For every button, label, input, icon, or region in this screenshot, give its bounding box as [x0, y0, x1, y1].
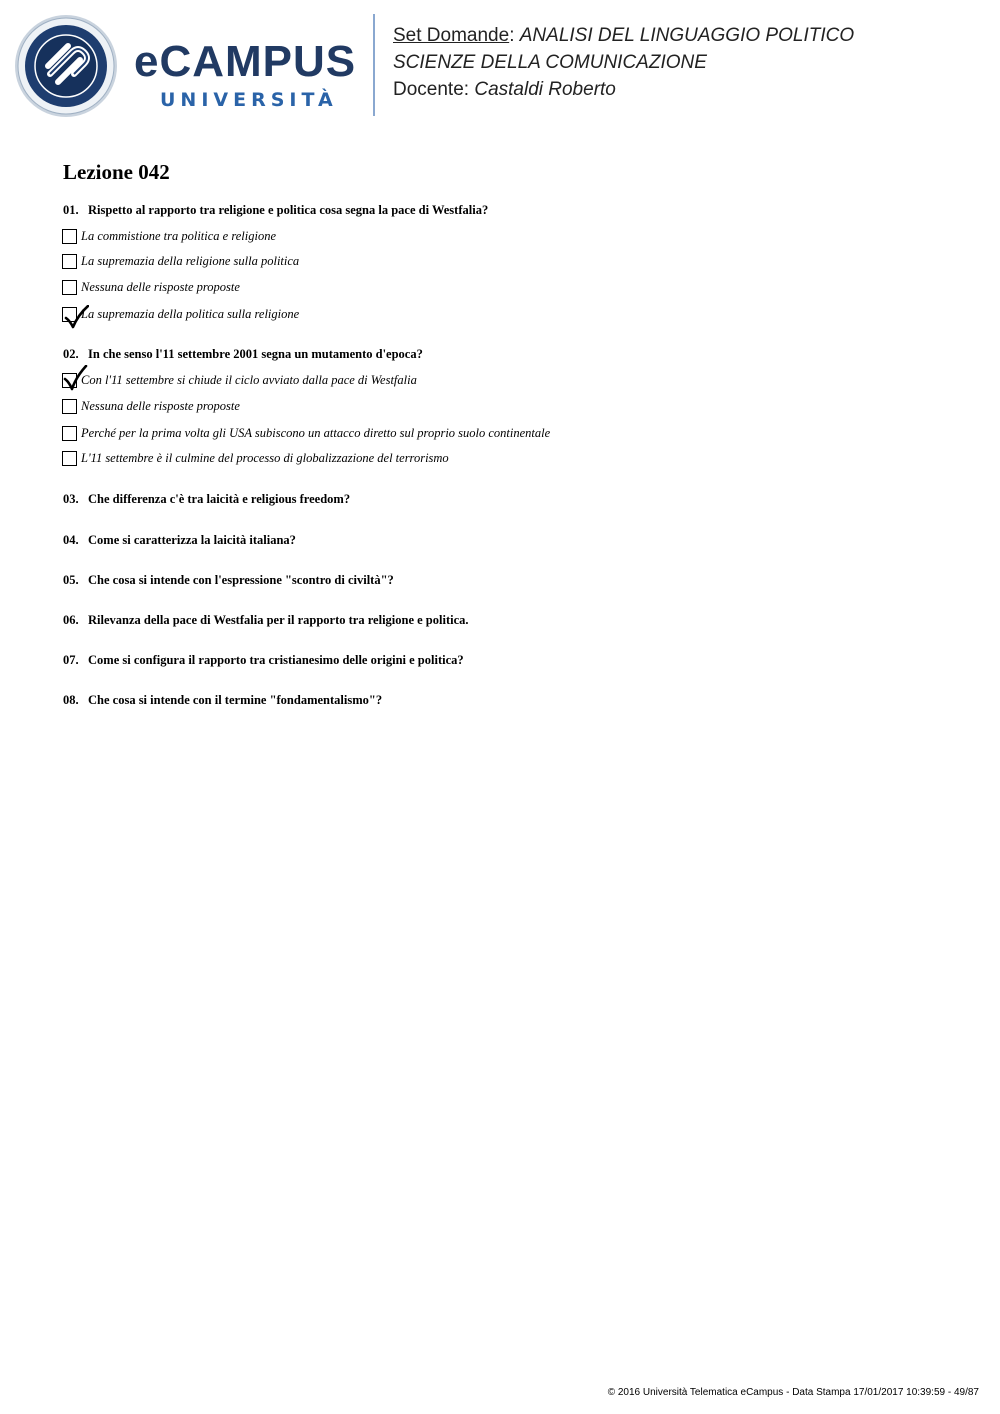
checkbox[interactable] [62, 426, 77, 441]
checkmark-icon [63, 365, 89, 391]
option-text: Perché per la prima volta gli USA subiscono un attacco diretto sul proprio suolo continentale [81, 426, 551, 440]
question-number: 05. [63, 573, 79, 587]
lesson-title: Lezione 042 [63, 160, 170, 184]
question-05 [63, 573, 394, 588]
option-text: Con l'11 settembre si chiude il ciclo avviato dalla pace di Westfalia [81, 373, 417, 387]
course-title: ANALISI DEL LINGUAGGIO POLITICO [519, 25, 855, 46]
question-number: 03. [63, 492, 79, 506]
question-08 [63, 693, 382, 708]
question-04 [63, 533, 296, 548]
set-label: Set Domande [393, 25, 510, 46]
checkbox[interactable] [62, 280, 77, 295]
teacher-label: Docente [393, 79, 464, 100]
question-text: Rilevanza della pace di Westfalia per il rapporto tra religione e politica. [88, 613, 469, 627]
page-footer: © 2016 Università Telematica eCampus - Data Stampa 17/01/2017 10:39:59 - 49/87 [607, 1387, 979, 1398]
checkbox[interactable] [62, 451, 77, 466]
teacher-name: Castaldi Roberto [474, 79, 616, 100]
checkbox[interactable] [62, 254, 77, 269]
question-07 [63, 653, 464, 668]
checkmark-icon [63, 305, 89, 331]
course-info [393, 22, 854, 103]
checkbox[interactable] [62, 399, 77, 414]
brand-name: eCAMPUS [134, 37, 357, 86]
question-text: Che differenza c'è tra laicità e religious freedom? [88, 492, 351, 506]
document-header [0, 0, 1000, 130]
option-text: La supremazia della religione sulla politica [81, 254, 300, 268]
course-line: Set Domande: ANALISI DEL LINGUAGGIO POLITICO [393, 25, 855, 46]
header-divider [373, 14, 375, 116]
question-number: 04. [63, 533, 79, 547]
teacher-line: Docente: Castaldi Roberto [393, 79, 616, 100]
question-06 [63, 613, 469, 628]
question-text: Che cosa si intende con l'espressione "scontro di civiltà"? [88, 573, 394, 587]
question-text: In che senso l'11 settembre 2001 segna un mutamento d'epoca? [88, 347, 423, 361]
brand-subtitle: UNIVERSITÀ [160, 89, 338, 111]
degree-line [393, 49, 854, 76]
question-number: 07. [63, 653, 79, 667]
brand-wordmark [134, 37, 357, 114]
option-text: Nessuna delle risposte proposte [81, 280, 240, 294]
degree-name: SCIENZE DELLA COMUNICAZIONE [393, 52, 707, 73]
checkbox[interactable] [62, 229, 77, 244]
option-text: Nessuna delle risposte proposte [81, 399, 240, 413]
question-text: Rispetto al rapporto tra religione e politica cosa segna la pace di Westfalia? [88, 203, 489, 217]
university-seal-logo [14, 14, 118, 118]
question-number: 08. [63, 693, 79, 707]
question-02 [63, 347, 423, 362]
option-text: L'11 settembre è il culmine del processo di globalizzazione del terrorismo [81, 451, 449, 465]
question-text: Come si configura il rapporto tra cristianesimo delle origini e politica? [88, 653, 464, 667]
option-text: La commistione tra politica e religione [81, 229, 277, 243]
question-number: 06. [63, 613, 79, 627]
option-text: La supremazia della politica sulla religione [81, 307, 300, 321]
question-text: Che cosa si intende con il termine "fondamentalismo"? [88, 693, 383, 707]
question-number: 02. [63, 347, 79, 361]
question-text: Come si caratterizza la laicità italiana? [88, 533, 296, 547]
question-number: 01. [63, 203, 79, 217]
question-03 [63, 492, 350, 507]
question-01 [63, 203, 488, 218]
